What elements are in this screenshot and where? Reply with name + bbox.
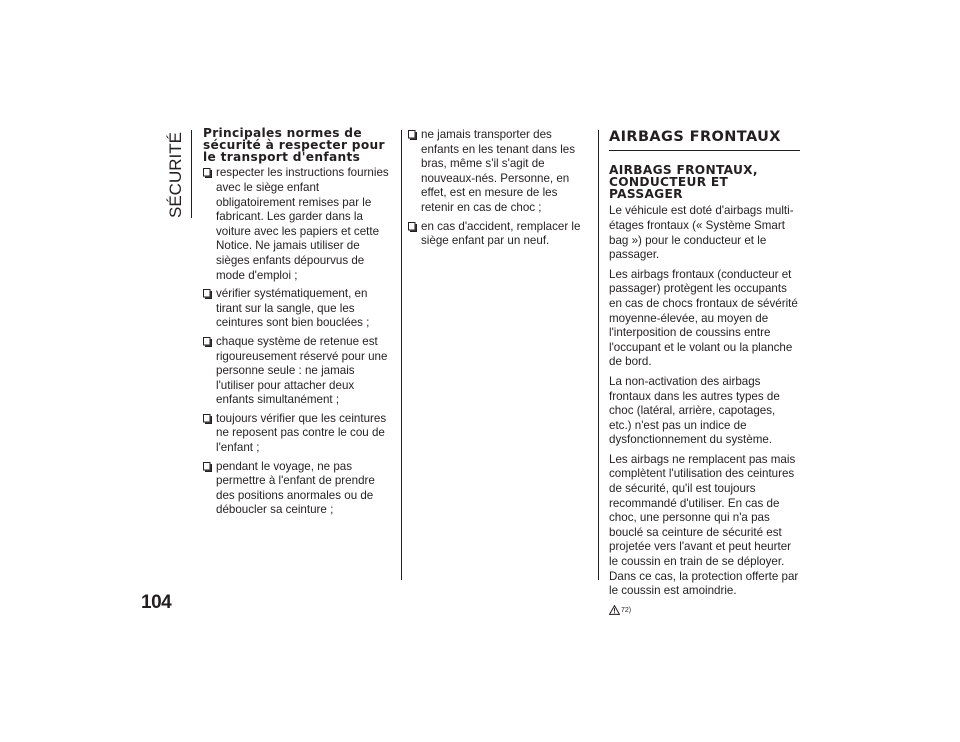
section-side-label — [166, 130, 186, 220]
list-item — [203, 335, 393, 408]
checkbox-bullet-icon — [203, 337, 212, 347]
list-item — [203, 460, 393, 518]
paragraph: Les airbags frontaux (conducteur et passager) protègent les occupants en cas de chocs frontaux de sévérité moyenne-élevée, au moyen de l'interposition de coussins entre l'occupant et le volant ou la planche de bord. — [609, 267, 798, 369]
list-item — [203, 166, 393, 283]
column-divider-1 — [401, 130, 402, 580]
section-title: SÉCURITÉ — [166, 132, 185, 218]
safety-rules-list — [203, 166, 393, 518]
list-item — [203, 287, 393, 331]
paragraph: La non-activation des airbags frontaux dans les autres types de choc (latéral, arrière, capotages, etc.) n'est pas un indice de dysfonctionnement du système. — [609, 374, 780, 447]
list-item-text: pendant le voyage, ne pas permettre à l'enfant de prendre des positions anormales ou de déboucler sa ceinture ; — [216, 459, 375, 517]
checkbox-bullet-icon — [203, 414, 212, 424]
checkbox-bullet-icon — [203, 289, 212, 299]
safety-rules-heading: Principales normes de sécurité à respecter pour le transport d'enfants — [203, 126, 385, 164]
page-number: 104 — [141, 592, 172, 613]
warning-reference — [609, 605, 800, 615]
paragraph: Les airbags ne remplacent pas mais complètent l'utilisation des ceintures de sécurité, qu'il est toujours recommandé d'utiliser. En cas de choc, une personne qui n'a pas bouclé sa ceinture de sécurité est projetée vers l'avant et peut heurter le coussin en train de se déployer. Dans ce cas, la protection offerte par le coussin est amoindrie. — [609, 452, 799, 598]
column-left — [203, 128, 393, 522]
checkbox-bullet-icon — [408, 222, 417, 232]
checkbox-bullet-icon — [408, 130, 417, 140]
column-right — [609, 128, 800, 615]
list-item-text: vérifier systématiquement, en tirant sur la sangle, que les ceintures sont bien bouclées ; — [216, 287, 370, 330]
airbags-subheading: AIRBAGS FRONTAUX, CONDUCTEUR ET PASSAGER — [609, 163, 758, 201]
list-item — [408, 220, 592, 249]
list-item-text: chaque système de retenue est rigoureusement réservé pour une personne seule : ne jamais l'utiliser pour attacher deux enfants simultanément ; — [216, 334, 388, 407]
list-item — [203, 412, 393, 456]
list-item-text: respecter les instructions fournies avec le siège enfant obligatoirement remises par le fabricant. Les garder dans la voiture avec les papiers et cette Notice. Ne jamais utiliser de sièges enfants dépourvus de mode d'emploi ; — [216, 166, 389, 282]
column-divider-2 — [598, 130, 599, 580]
list-item-text: ne jamais transporter des enfants en les tenant dans les bras, même s'il s'agit de nouveaux-nés. Personne, en effet, est en mesure de les retenir en cas de choc ; — [421, 128, 576, 214]
checkbox-bullet-icon — [203, 462, 212, 472]
column-middle — [408, 128, 592, 253]
section-side-label-svg — [166, 130, 186, 220]
list-item-text: toujours vérifier que les ceintures ne reposent pas contre le cou de l'enfant ; — [216, 411, 387, 455]
airbags-heading: AIRBAGS FRONTAUX — [609, 128, 800, 151]
side-divider — [191, 130, 192, 218]
checkbox-bullet-icon — [203, 168, 212, 178]
warning-reference-number: 72) — [621, 606, 632, 614]
list-item — [408, 128, 592, 216]
warning-triangle-icon — [609, 605, 620, 615]
list-item-text: en cas d'accident, remplacer le siège enfant par un neuf. — [421, 219, 581, 248]
safety-rules-list-continued — [408, 128, 592, 249]
paragraph: Le véhicule est doté d'airbags multi-étages frontaux (« Système Smart bag ») pour le conducteur et le passager. — [609, 204, 794, 262]
